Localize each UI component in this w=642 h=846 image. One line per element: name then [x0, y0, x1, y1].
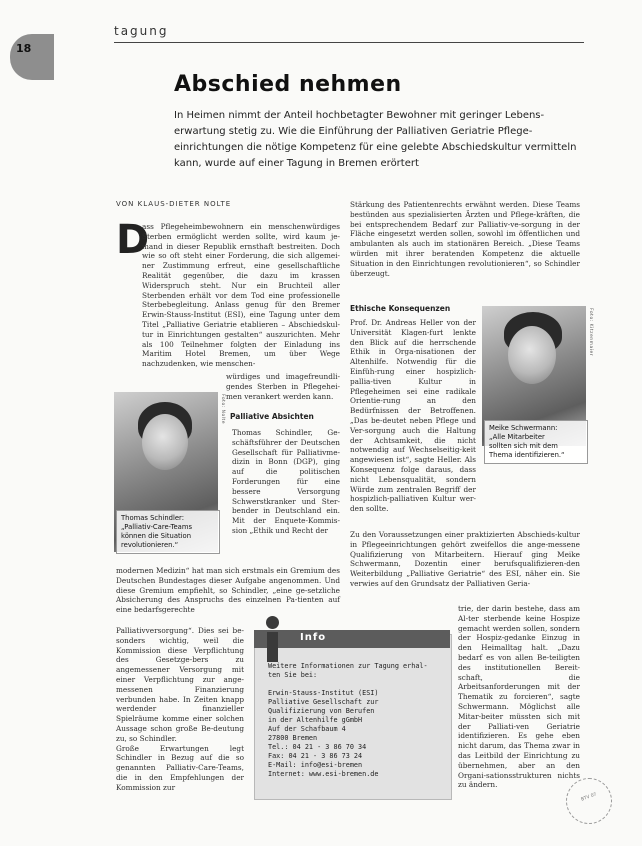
header-rule: [114, 42, 584, 43]
drop-cap: D: [116, 217, 150, 263]
subheading-left: Palliative Absichten: [230, 412, 314, 421]
byline: VON KLAUS-DIETER NOLTE: [116, 200, 232, 208]
photo-caption-right: Meike Schwermann: „Alle Mitarbeiter sollten sich mit dem Thema identifizieren.“: [484, 420, 588, 464]
stamp-text: BTV 07: [580, 792, 598, 803]
photo-credit-right: Foto: Kitzenmaier: [588, 308, 593, 357]
article-title: Abschied nehmen: [174, 72, 402, 97]
info-box-text: Weitere Informationen zur Tagung erhal- ten Sie bei: Erwin-Stauss-Institut (ESI) Palliative Gesellschaft zur Qualifizierung von Berufen in der Altenhilfe gGmbH Auf der Schafbaum 4 27800 Bremen Tel.: 04 21 - 3 86 70 34 Fax: 04 21 - 3 86 73 24 E-Mail: info@esi-bremen Internet: www.esi-bremen.de: [268, 662, 428, 778]
photo-face: [142, 414, 188, 470]
info-box-label: Info: [300, 632, 327, 643]
body-text-right-1: Stärkung des Patientenrechts erwähnt werden. Diese Teams bestünden aus spezialisierten Ärzten und Pflege-kräften, die bei entsprechendem Bedarf zur Palliativ-ve-sorgung in der Fläche eingesetzt werden sollen, sowohl im öffentlichen und ambulanten als auch im stationären Bereich. „Diese Teams würden mit ihrer beratenden Kompetenz die aktuelle Situation in den Einrichtungen revolutionieren“, so Schindler überzeugt.: [350, 200, 580, 278]
article-lead: In Heimen nimmt der Anteil hochbetagter Bewohner mit geringer Lebens-erwartung stetig zu. Wie die Einführung der Palliativen Geriatrie Pflege-einrichtungen die nötige Kompetenz für eine gelebte Abschiedskultur vermitteln kann, wurde auf einer Tagung in Bremen erörtert: [174, 110, 577, 169]
body-text-right-2: Prof. Dr. Andreas Heller von der Universität Klagen-furt lenkte den Blick auf die herrschende Ethik in Orga-nisationen der Altenhilfe. Notwendig für die Einfüh-rung einer hospizlich-pallia-tiven Kultur in Pflegeheimen sei eine radikale Orientie-rung an den Bedürfnissen der Betroffenen. „Das be-deutet neben Pflege und Ver-sorgung auch die Haltung der Achtsamkeit, die nicht notwendig auf Wechselseitig-keit angewiesen ist“, sagte Heller. Als Konsequenz folge daraus, dass nicht Lebensqualität, sondern Würde zum zentralen Begriff der hospizlich-palliativen Kultur wer-den sollte.: [350, 318, 476, 514]
library-stamp: [566, 778, 612, 824]
section-header: tagung: [114, 24, 169, 38]
body-text-right-3: Zu den Voraussetzungen einer praktizierten Abschieds-kultur in Pflegeeinrichtungen gehört zweifellos die ange-messene Qualifizierung von Mitarbeitern. Hierauf ging Meike Schwermann, Dozentin einer berufsqualifizieren-den Weiterbildung „Palliative Geriatrie“ des ESI, näher ein. Sie verwies auf den Grundsatz der Palliativen Geria-: [350, 530, 580, 588]
info-icon-stem: [267, 632, 278, 662]
page-number: 18: [16, 42, 32, 55]
subheading-right: Ethische Konsequenzen: [350, 304, 451, 313]
body-text-left-1: ass Pflegeheimbewohnern ein menschenwürdiges Sterben ermöglicht werden sollte, wird kaum je-mand in dieser Republik ernsthaft bestreiten. Doch wie so oft steht einer Forderung, die sich allgemei-ner Zustimmung erfreut, eine gesellschaftliche Realität gegenüber, die dazu im krassen Widerspruch steht. Nur ein Bruchteil aller Sterbenden erhält vor dem Tod eine professionelle Sterbebegleitung. Anlass genug für den Bremer Erwin-Stauss-Institut (ESI), eine Tagung unter dem Titel „Palliative Geriatrie etablieren – Abschiedskul-tur in Einrichtungen gestalten“ auszurichten. Mehr als 100 Teilnehmer folgten der Einladung ins Maritim Hotel Bremen, um über Wege nachzudenken, wie menschen-: [142, 222, 340, 369]
body-text-right-4: trie, der darin bestehe, dass am Al-ter sterbende keine Hospize gemacht werden sollen, sondern der Hospiz-gedanke Einzug in den Heimalltag halt. „Dazu bedarf es von allen Be-teiligten des institutionellen Bereit-schaft, die Arbeitsanforderungen mit der Thematik zu forcieren“, sagte Schwermann. Möglichst alle Mitar-beiter müssten sich mit der Palliati-ven Geriatrie identifizieren. Es gehe eben nicht darum, das Thema zwar in das Leitbild der Einrichtung zu übernehmen, aber an den Organi-sationsstrukturen nichts zu ändern.: [458, 604, 580, 790]
body-text-left-4: modernen Medizin“ hat man sich erstmals ein Gremium des Deutschen Bundestages dieser Aufgabe angenommen. Und diese Gremium empfiehlt, so Schindler, „eine ge-setzliche Absicherung des Anspruchs des einzelnen Pa-tienten auf eine bedarfsgerechte: [116, 566, 340, 615]
photo-credit-left: Foto: Nolte: [220, 394, 225, 425]
info-icon-dot: [266, 616, 279, 629]
photo-caption-left: Thomas Schindler: „Palliativ-Care-Teams können die Situation revolutionieren.“: [116, 510, 220, 554]
photo-face: [508, 326, 556, 384]
body-text-left-2: würdiges und imagefreundli-gendes Sterben in Pflegehei-men verankert werden kann.: [226, 372, 340, 401]
body-text-left-5: Palliativversorgung“. Dies sei be-sonders wichtig, weil die Kommission diese Verpflichtung des Gesetzge-bers zu angemessener Versorgung mit einer Verpflichtung zur ange-messenen Finanzierung verbunden habe. In Zeiten knapp werdender finanzieller Spielräume komme einer solchen Aussage schon große Be-deutung zu, so Schindler. Große Erwartungen legt Schindler in Bezug auf die so genannten Palliativ-Care-Teams, die in den Empfehlungen der Kommission zur: [116, 626, 244, 792]
page-tab: [10, 34, 54, 80]
body-text-left-3: Thomas Schindler, Ge-schäftsführer der Deutschen Gesellschaft für Palliativme-dizin in Bonn (DGP), ging auf die politischen Forderungen für eine bessere Versorgung Schwerstkranker und Ster-bender in Deutschland ein. Mit der Enquete-Kommis-sion „Ethik und Recht der: [232, 428, 340, 535]
info-icon: [262, 616, 284, 662]
